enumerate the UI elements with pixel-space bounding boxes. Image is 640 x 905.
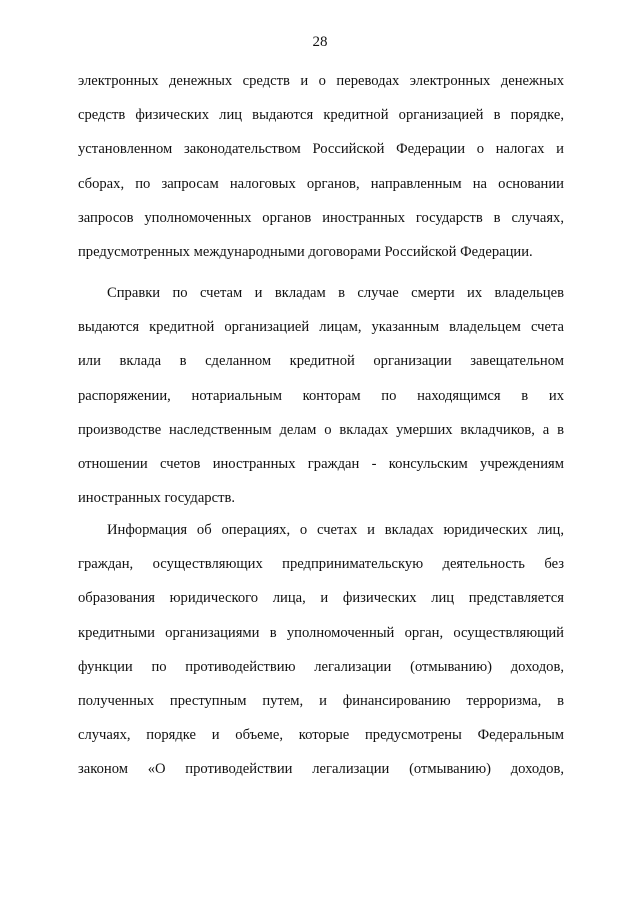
text-line: запросов уполномоченных органов иностранных государств в случаях, xyxy=(78,209,564,226)
paragraph-deceased-accounts xyxy=(78,276,564,515)
text-line: электронных денежных средств и о переводах электронных денежных xyxy=(78,73,564,89)
text-line: средств физических лиц выдаются кредитной организацией в порядке, xyxy=(78,107,564,124)
text-line: сборах, по запросам налоговых органов, направленным на основании xyxy=(78,175,564,192)
text-line: отношении счетов иностранных граждан - консульским учреждениям xyxy=(78,455,564,472)
text-line: распоряжении, нотариальным конторам по находящимся в их xyxy=(78,387,564,404)
page-number: 28 xyxy=(312,34,328,50)
text-line: законом «О противодействии легализации (отмыванию) доходов, xyxy=(78,761,564,778)
text-line: предусмотренных международными договорами Российской Федерации. xyxy=(78,243,533,260)
paragraph-authorized-body xyxy=(78,513,564,787)
text-line: иностранных государств. xyxy=(78,490,235,507)
text-line: производстве наследственным делам о вкладах умерших вкладчиков, а в xyxy=(78,421,564,438)
text-line: выдаются кредитной организацией лицам, указанным владельцем счета xyxy=(78,319,564,336)
text-line: Справки по счетам и вкладам в случае смерти их владельцев xyxy=(107,285,564,301)
text-line: Информация об операциях, о счетах и вкладах юридических лиц, xyxy=(107,522,564,538)
text-line: функции по противодействию легализации (отмыванию) доходов, xyxy=(78,658,564,675)
text-line: случаях, порядке и объеме, которые предусмотрены Федеральным xyxy=(78,727,564,744)
text-line: граждан, осуществляющих предпринимательскую деятельность без xyxy=(78,556,564,573)
text-line: полученных преступным путем, и финансированию терроризма, в xyxy=(78,692,564,709)
text-line: установленном законодательством Российской Федерации о налогах и xyxy=(78,141,564,158)
text-line: кредитными организациями в уполномоченный орган, осуществляющий xyxy=(78,624,564,641)
text-line: или вклада в сделанном кредитной организации завещательном xyxy=(78,353,564,370)
paragraph-continuation xyxy=(78,64,564,269)
text-line: образования юридического лица, и физических лиц представляется xyxy=(78,590,564,607)
